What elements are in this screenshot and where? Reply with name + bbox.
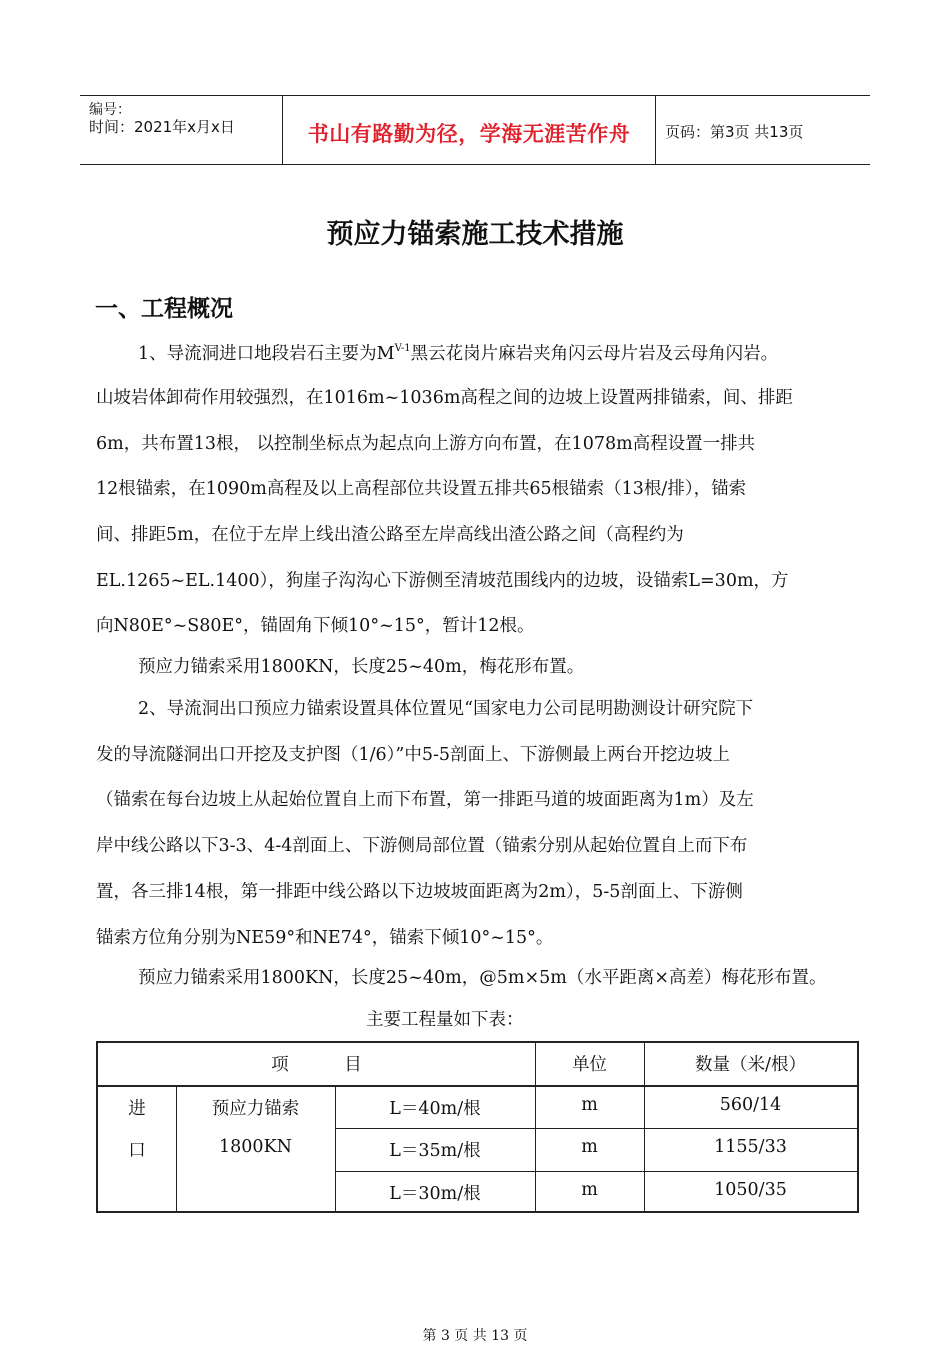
table-header-item: 项 目 <box>271 1055 362 1075</box>
paragraph-line: 12根锚索，在1090m高程及以上高程部位共设置五排共65根锚索（13根/排），锚索 <box>96 479 747 499</box>
table-cell-unit: m <box>581 1137 598 1157</box>
table-group-label: 进 <box>128 1099 146 1119</box>
header-motto-cell <box>282 96 656 164</box>
page-footer: 第 3 页 共 13 页 <box>422 1328 528 1344</box>
paragraph-line: 预应力锚索采用1800KN，长度25~40m，梅花形布置。 <box>138 657 585 677</box>
table-item-spec: 1800KN <box>219 1137 292 1157</box>
table-rule <box>335 1128 857 1129</box>
paragraph-line: 预应力锚索采用1800KN，长度25~40m，@5m×5m（水平距离×高差）梅花形布置。 <box>138 968 827 988</box>
paragraph-line: 岸中线公路以下3-3、4-4剖面上、下游侧局部位置（锚索分别从起始位置自上而下布 <box>96 836 748 856</box>
table-cell-unit: m <box>581 1180 598 1200</box>
paragraph-line: EL.1265~EL.1400），狗崖子沟沟心下游侧至清坡范围线内的边坡，设锚索L=30m，方 <box>96 571 789 591</box>
table-cell-spec: L＝35m/根 <box>389 1141 481 1161</box>
table-rule <box>98 1085 857 1087</box>
header-meta-cell <box>80 96 282 164</box>
table-item-name: 预应力锚索 <box>211 1099 300 1119</box>
paragraph-line: 置，各三排14根，第一排距中线公路以下边坡坡面距离为2m），5-5剖面上、下游侧 <box>96 882 743 902</box>
header-page-info: 页码：第3页 共13页 <box>665 123 804 141</box>
table-cell-unit: m <box>581 1095 598 1115</box>
table-header-quantity: 数量（米/根） <box>695 1055 806 1075</box>
table-header-unit: 单位 <box>572 1055 607 1075</box>
paragraph-line: 间、排距5m，在位于左岸上线出渣公路至左岸高线出渣公路之间（高程约为 <box>96 525 684 545</box>
paragraph-line: 1、导流洞进口地段岩石主要为$M^{V-1}$黑云花岗片麻岩夹角闪云母片岩及云母角闪岩。 <box>138 343 779 364</box>
header-motto: 书山有路勤为径，学海无涯苦作舟 <box>307 122 631 146</box>
table-cell-quantity: 560/14 <box>719 1095 782 1115</box>
paragraph-line: 发的导流隧洞出口开挖及支护图（1/6）”中5-5剖面上、下游侧最上两台开挖边坡上 <box>96 745 731 765</box>
document-date-label: 时间：2021年x月x日 <box>89 118 235 136</box>
page-header <box>80 95 870 165</box>
table-cell-spec: L＝30m/根 <box>389 1184 481 1204</box>
document-title: 预应力锚索施工技术措施 <box>326 219 624 250</box>
quantity-table <box>96 1041 859 1213</box>
section-heading: 一、工程概况 <box>95 296 233 322</box>
document-number-label: 编号： <box>89 102 131 118</box>
paragraph-line: （锚索在每台边坡上从起始位置自上而下布置，第一排距马道的坡面距离为1m）及左 <box>96 790 754 810</box>
table-rule <box>335 1171 857 1172</box>
paragraph-line: 锚索方位角分别为NE59°和NE74°，锚索下倾10°~15°。 <box>96 928 554 948</box>
table-group-label: 口 <box>128 1141 146 1161</box>
paragraph-line: 6m，共布置13根， 以控制坐标点为起点向上游方向布置，在1078m高程设置一排共 <box>96 434 756 454</box>
table-cell-quantity: 1155/33 <box>714 1137 787 1157</box>
table-cell-spec: L＝40m/根 <box>389 1099 481 1119</box>
paragraph-line: 向N80E°~S80E°，锚固角下倾10°~15°，暂计12根。 <box>96 616 535 636</box>
table-cell-quantity: 1050/35 <box>714 1180 787 1200</box>
paragraph-line: 2、导流洞出口预应力锚索设置具体位置见“国家电力公司昆明勘测设计研究院下 <box>138 699 754 719</box>
header-page-cell <box>655 96 870 164</box>
table-caption: 主要工程量如下表： <box>366 1010 524 1030</box>
paragraph-line: 山坡岩体卸荷作用较强烈，在1016m~1036m高程之间的边坡上设置两排锚索，间、排距 <box>96 388 793 408</box>
